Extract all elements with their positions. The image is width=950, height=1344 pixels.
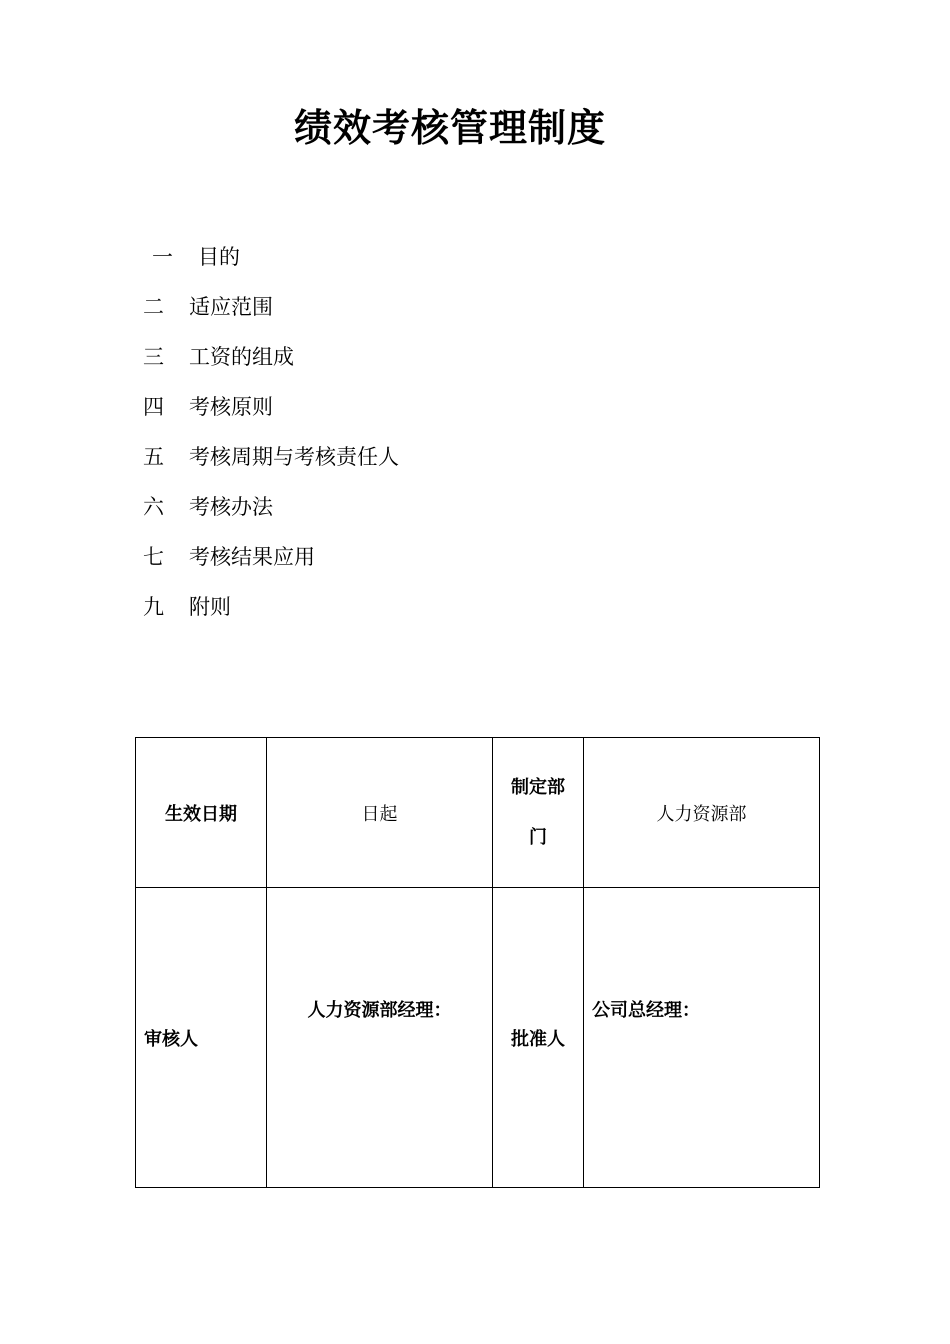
toc-item xyxy=(143,390,399,440)
reviewer-value: 人力资源部经理： xyxy=(307,1000,452,1021)
toc-item xyxy=(143,440,399,490)
toc-item-number: 五 xyxy=(143,445,164,469)
reviewer-label: 审核人 xyxy=(136,888,267,1188)
table-row xyxy=(136,888,820,1188)
toc-item-number: 六 xyxy=(143,495,164,519)
effective-date-label: 生效日期 xyxy=(136,738,267,888)
toc-item-label: 工资的组成 xyxy=(189,345,294,369)
dept-label-line1: 制定部 xyxy=(511,776,565,798)
toc-item-number: 二 xyxy=(143,295,164,319)
approval-info-table xyxy=(135,737,820,1188)
reviewer-sign-cell xyxy=(267,888,493,1188)
dept-label-line2: 门 xyxy=(529,826,547,848)
toc-item-number: 一 xyxy=(152,245,173,269)
toc-item-number: 九 xyxy=(143,595,164,619)
document-title: 绩效考核管理制度 xyxy=(293,106,606,150)
table-of-contents xyxy=(143,240,399,640)
dept-label-cell xyxy=(493,738,584,888)
effective-date-value: 日起 xyxy=(267,738,493,888)
toc-item xyxy=(143,290,399,340)
toc-item-label: 附则 xyxy=(189,595,231,619)
approver-sign-cell xyxy=(584,888,820,1188)
toc-item xyxy=(143,340,399,390)
toc-item-label: 考核办法 xyxy=(189,495,273,519)
toc-item-label: 适应范围 xyxy=(189,295,273,319)
toc-item xyxy=(143,540,399,590)
toc-item-number: 三 xyxy=(143,345,164,369)
dept-value: 人力资源部 xyxy=(584,738,820,888)
toc-item xyxy=(143,490,399,540)
approver-value: 公司总经理： xyxy=(592,1000,700,1021)
toc-item-number: 四 xyxy=(143,395,164,419)
toc-item xyxy=(143,240,399,290)
approver-label: 批准人 xyxy=(493,888,584,1188)
toc-item-label: 考核结果应用 xyxy=(189,545,315,569)
toc-item-label: 考核原则 xyxy=(189,395,273,419)
toc-item-label: 目的 xyxy=(198,245,240,269)
toc-item-number: 七 xyxy=(143,545,164,569)
toc-item-label: 考核周期与考核责任人 xyxy=(189,445,399,469)
table-row xyxy=(136,738,820,888)
toc-item xyxy=(143,590,399,640)
